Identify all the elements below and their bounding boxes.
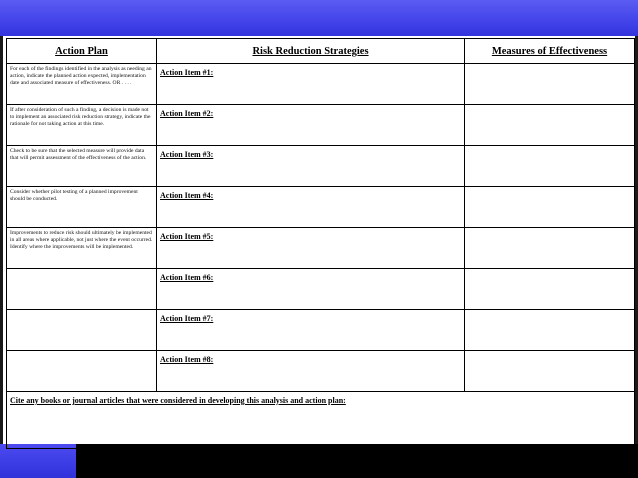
- guidance-cell: [7, 187, 157, 228]
- action-item-label: Action Item #4:: [160, 191, 214, 200]
- action-item-label: Action Item #6:: [160, 273, 214, 282]
- action-item-label: Action Item #3:: [160, 150, 214, 159]
- action-item-label: Action Item #7:: [160, 314, 214, 323]
- citation-label: Cite any books or journal articles that were considered in developing this analysis and action plan:: [10, 396, 346, 405]
- table-row: [7, 228, 635, 269]
- guidance-note: [7, 351, 156, 355]
- guidance-cell: [7, 351, 157, 392]
- measure-cell[interactable]: [465, 187, 635, 228]
- strategy-cell[interactable]: [157, 310, 465, 351]
- action-plan-sheet: [3, 36, 635, 444]
- measure-cell[interactable]: [465, 64, 635, 105]
- table-row: [7, 269, 635, 310]
- guidance-note: Improvements to reduce risk should ultimately be implemented in all areas where applicable, not just where the event occurred. Identify where the improvements will be implemented.: [10, 230, 153, 251]
- measure-cell[interactable]: [465, 146, 635, 187]
- guidance-note: [7, 310, 156, 314]
- slide-bottom-band: [0, 444, 638, 478]
- action-plan-header: Action Plan: [7, 39, 157, 64]
- risk-reduction-header: Risk Reduction Strategies: [157, 39, 465, 64]
- strategy-cell[interactable]: [157, 146, 465, 187]
- action-plan-table: [6, 38, 635, 449]
- guidance-cell: [7, 228, 157, 269]
- guidance-cell: [7, 310, 157, 351]
- slide-top-band: [0, 0, 638, 36]
- strategy-cell[interactable]: [157, 351, 465, 392]
- strategy-cell[interactable]: [157, 228, 465, 269]
- slide-bottom-left-block: [0, 444, 76, 478]
- action-item-label: Action Item #5:: [160, 232, 214, 241]
- measure-cell[interactable]: [465, 310, 635, 351]
- guidance-cell: [7, 64, 157, 105]
- table-row: [7, 105, 635, 146]
- strategy-cell[interactable]: [157, 269, 465, 310]
- measure-cell[interactable]: [465, 351, 635, 392]
- guidance-note: [7, 269, 156, 273]
- table-row: [7, 146, 635, 187]
- guidance-cell: [7, 146, 157, 187]
- strategy-cell[interactable]: [157, 187, 465, 228]
- table-row: [7, 351, 635, 392]
- guidance-cell: [7, 269, 157, 310]
- table-row: [7, 64, 635, 105]
- measures-header: Measures of Effectiveness: [465, 39, 635, 64]
- strategy-cell[interactable]: [157, 105, 465, 146]
- strategy-cell[interactable]: [157, 64, 465, 105]
- guidance-note: Consider whether pilot testing of a planned improvement should be conducted.: [10, 189, 138, 203]
- measure-cell[interactable]: [465, 269, 635, 310]
- table-row: [7, 187, 635, 228]
- guidance-note: Check to be sure that the selected measure will provide data that will permit assessment of the effectiveness of the action.: [10, 148, 147, 162]
- guidance-note: If after consideration of such a finding, a decision is made not to implement an associated risk reduction strategy, indicate the rationale for not taking action at this time.: [10, 107, 151, 128]
- action-item-label: Action Item #8:: [160, 355, 214, 364]
- action-item-label: Action Item #2:: [160, 109, 214, 118]
- guidance-cell: [7, 105, 157, 146]
- table-row: [7, 310, 635, 351]
- measure-cell[interactable]: [465, 105, 635, 146]
- header-row: [7, 39, 635, 64]
- guidance-note: For each of the findings identified in the analysis as needing an action, indicate the planned action expected, implementation date and associated measure of effectiveness. OR . . . .: [10, 66, 152, 87]
- citation-row: [7, 392, 635, 449]
- action-item-label: Action Item #1:: [160, 68, 214, 77]
- measure-cell[interactable]: [465, 228, 635, 269]
- citation-cell[interactable]: [7, 392, 635, 449]
